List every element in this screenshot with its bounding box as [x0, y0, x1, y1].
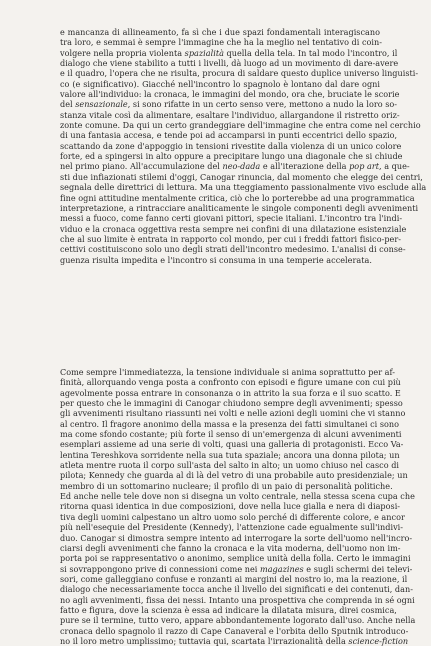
text-line	[60, 532, 413, 543]
text-run: co (e significativo). Giacché nell'incontro lo spagnolo è lontano dal dare ogni	[60, 78, 380, 89]
text-line	[60, 501, 401, 512]
text-run: no agli avvenimenti, fissa dei nessi. Intanto una prospettiva che comprenda in sé ogni	[60, 594, 415, 605]
text-line	[60, 470, 408, 481]
italic-term: neo-dada	[222, 161, 261, 172]
text-line	[60, 161, 410, 172]
text-run: volgere nella propria violenta	[60, 47, 185, 58]
text-run: , a que-	[379, 161, 410, 172]
text-run: , si sono rifatte in un certo senso vere, mettono a nudo la loro so-	[127, 99, 398, 110]
text-line	[60, 511, 405, 522]
text-line	[60, 480, 393, 491]
text-run: fine ogni attitudine mentalmente critica, ciò che lo porterebbe ad una programmatica	[60, 192, 415, 203]
text-run: finità, allorquando venga posta a confronto con episodi e figure umane con cui più	[60, 377, 401, 388]
text-line	[60, 244, 406, 255]
text-run: viduo e la cronaca oggettiva resta sempre nei confini di una dilatazione esistenziale	[60, 223, 407, 234]
text-line	[60, 542, 401, 553]
text-run: cronaca dello spagnolo il razzo di Cape Canaveral e l'orbita dello Sputnik introduco-	[60, 625, 409, 636]
text-line	[60, 255, 380, 265]
text-run: scattando da zone d'appoggio in tensioni rivestite dalla violenza di un unico colore	[60, 140, 402, 151]
text-line	[60, 418, 400, 429]
text-line	[60, 408, 406, 419]
text-run: sori, come galleggiano confuse e ronzanti ai margini del nostro io, ma la reazione, il	[60, 573, 408, 584]
text-line	[60, 522, 404, 533]
text-run: porta poi se rappresentativo o anonimo, semplice unità della folla. Certo le immagini	[60, 553, 411, 564]
text-run: dialogo che viene stabilito a tutti i livelli, dà luogo ad un movimento di dare-avere	[60, 58, 399, 69]
text-run: zonte comune. Da qui un certo grandeggiare dell'immagine che entra come nel cerchio	[60, 120, 421, 131]
text-line	[60, 635, 409, 646]
text-run: lentina Tereshkova sorridente nella sua tuta spaziale; ancora una donna pilota; un	[60, 449, 400, 460]
text-line	[60, 584, 413, 595]
text-run: valore all'individuo: la cronaca, le immagini del mondo, ora che, bruciate le scorie	[60, 89, 400, 100]
text-line	[60, 58, 399, 69]
text-line	[60, 377, 401, 388]
text-line	[60, 89, 400, 100]
text-run: nel primo piano. All'accumulazione del	[60, 161, 223, 172]
text-line	[60, 182, 427, 193]
italic-term: spazialità	[184, 47, 224, 58]
text-run: sti due infiazionati stilemi d'oggi, Canogar rinuncia, dal momento che elegge dei centri,	[60, 171, 423, 182]
text-line	[60, 47, 398, 58]
text-run: pure se il termine, tutto vero, appare abbondantemente logorato dall'uso. Anche nella	[60, 615, 416, 626]
text-line	[60, 171, 423, 182]
text-line	[60, 398, 403, 409]
text-run: Come sempre l'immediatezza, la tensione individuale si anima soprattutto per af-	[60, 367, 396, 377]
text-line	[60, 109, 400, 120]
text-run: gli avvenimenti risultano riassunti nei volti e nelle azioni degli uomini che vi stanno	[60, 408, 406, 419]
text-run: guenza risulta impedita e l'incontro si consuma in una temperie accelerata.	[60, 254, 372, 265]
text-run: si sovrappongono prive di connessioni come nei	[60, 563, 260, 574]
paragraph-2	[60, 367, 416, 646]
text-line	[60, 68, 419, 79]
italic-term: science-fiction	[348, 635, 409, 646]
text-run: al centro. Il fragore anonimo della massa e la presenza dei fatti simultanei ci sono	[60, 418, 400, 429]
text-line	[60, 37, 383, 48]
text-run: ciarsi degli avvenimenti che fanno la cronaca e la vita moderna, dell'uomo non im-	[60, 542, 401, 553]
text-line	[60, 120, 421, 131]
text-line	[60, 491, 415, 502]
text-run: tra loro, e semmai è sempre l'immagine che ha la meglio nel tentativo di coin-	[60, 37, 383, 48]
text-run: ritorna quasi identica in due composizioni, dove nella luce gialla e nera di diaposi-	[60, 501, 401, 512]
text-line	[60, 233, 401, 244]
text-run: agevolmente possa entrare in consonanza o in attrito la sua forza e il suo scatto. E	[60, 387, 401, 398]
text-line	[60, 151, 403, 162]
text-line	[60, 27, 380, 37]
text-line	[60, 202, 419, 213]
text-run: stanza vitale così da alimentare, esaltare l'individuo, allargandone il ristretto oriz-	[60, 109, 400, 120]
text-line	[60, 223, 407, 234]
text-line	[60, 367, 396, 377]
text-run: duo. Canogar si dimostra sempre intento ad interrogare la sorte dell'uomo nell'incro-	[60, 532, 413, 543]
text-line	[60, 615, 416, 626]
text-line	[60, 429, 402, 440]
text-run: esemplari assieme ad una serie di volti, quasi una galleria di protagonisti. Ecco Va-	[60, 439, 404, 450]
text-run: e il quadro, l'opera che ne risulta, procura di saldare questo duplice universo linguisti-	[60, 68, 419, 79]
text-run: cettivi costituiscono solo uno degli strati dell'incontro medesimo. L'analisi di conse-	[60, 244, 406, 255]
text-line	[60, 604, 397, 615]
text-run: messi a fuoco, come fanno certi giovani pittori, specie italiani. L'incontro tra l'indi-	[60, 213, 403, 224]
text-run: segnala delle direttrici di lettura. Ma una tteggiamento passionalmente vivo esclude alla	[60, 182, 427, 193]
text-line	[60, 99, 398, 110]
italic-term: pop art	[349, 161, 380, 172]
text-line	[60, 439, 404, 450]
text-run: quella della tela. In tal modo l'incontro, il	[223, 47, 398, 58]
paragraph-2-text	[60, 367, 416, 646]
text-run: del	[60, 99, 76, 110]
text-run: di una fantasia accesa, e tende poi ad accamparsi in punti eccentrici dello spazio,	[60, 130, 398, 141]
italic-term: magazines	[260, 563, 304, 574]
text-run: membro di un sottomarino nucleare; il profilo di un paio di personalità politiche.	[60, 480, 393, 491]
text-run: e all'iterazione della	[260, 161, 350, 172]
text-line	[60, 213, 403, 224]
text-run: atleta mentre ruota il corpo sull'asta del salto in alto; un uomo chiuso nel casco di	[60, 460, 400, 471]
text-run: che al suo limite è entrata in rapporto col mondo, per cui i freddi fattori fisico-per-	[60, 233, 401, 244]
text-run: tiva degli uomini calpestano un altro uomo solo perché di differente colore, e ancor	[60, 511, 405, 522]
text-line	[60, 460, 400, 471]
text-run: e sugli schermi dei televi-	[303, 563, 413, 574]
text-run: Ed anche nelle tele dove non si disegna un volto centrale, nella stessa scena cupa che	[60, 491, 415, 502]
text-line	[60, 192, 415, 203]
text-line	[60, 387, 401, 398]
text-run: e mancanza di allineamento, fa sì che i due spazi fondamentali interagiscano	[60, 27, 380, 37]
paragraph-1-text	[60, 27, 427, 265]
text-line	[60, 573, 408, 584]
text-line	[60, 79, 380, 89]
text-line	[60, 130, 398, 141]
text-line	[60, 625, 409, 636]
text-line	[60, 553, 411, 564]
text-line	[60, 140, 402, 151]
text-line	[60, 563, 413, 574]
text-run: dialogo che necessariamente tocca anche il livello dei significati e dei contenuti, dan-	[60, 584, 413, 595]
text-run: fatto e figura, dove la scienza è essa ad indicare la dilatata misura, direi cosmica,	[60, 604, 397, 615]
text-line	[60, 594, 415, 605]
text-run: più nell'esequie del Presidente (Kennedy), l'attenzione cade egualmente sull'indivi-	[60, 522, 404, 533]
text-line	[60, 449, 400, 460]
text-run: ma come sfondo costante; più forte il senso di un'emergenza di alcuni avvenimenti	[60, 429, 402, 440]
text-run: interpretazione, a rintracciare analiticamente le singole componenti degli avvenimenti	[60, 202, 419, 213]
text-run: no il loro metro umplissimo; tuttavia qui, scartata l'irrazionalità della	[60, 635, 349, 646]
italic-term: sensazionale	[75, 99, 128, 110]
text-run: per questo che le immagini di Canogar chiudono sempre degli avvenimenti; spesso	[60, 398, 403, 409]
paragraph-1	[60, 27, 427, 265]
text-run: pilota; Kennedy che guarda al di là del vetro di una probabile auto presidenziale; un	[60, 470, 408, 481]
text-run: forte, ed a spingersi in alto oppure a precipitare lungo una diagonale che si chiude	[60, 151, 403, 162]
